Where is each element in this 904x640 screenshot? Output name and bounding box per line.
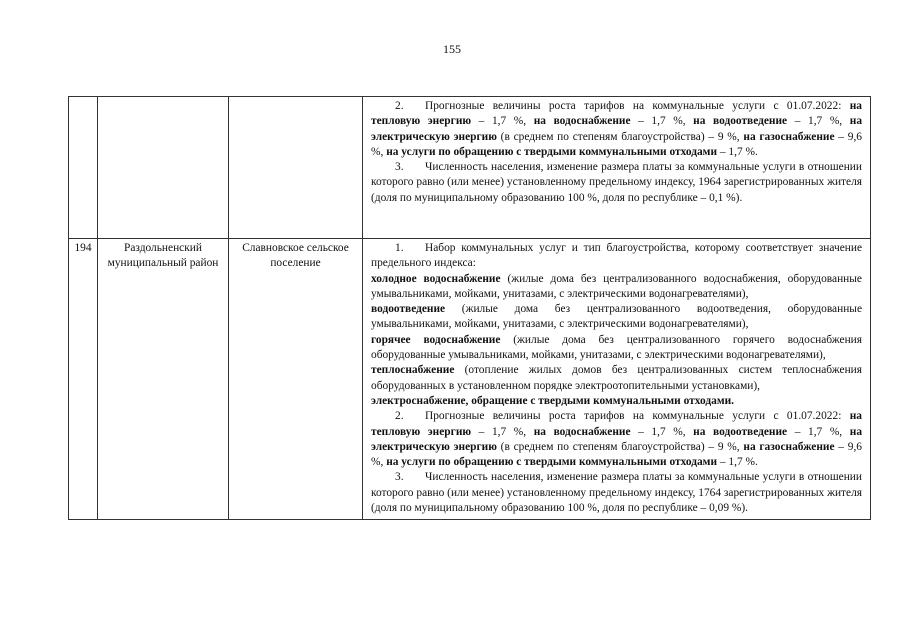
service-cold-water: холодное водоснабжение (жилые дома без централизованного водоснабжения, оборудованные умывальниками, мойками, унитазами, с электрическими водонагревателями),: [371, 272, 862, 300]
row-number: [69, 97, 98, 239]
settlement-name: [229, 97, 363, 239]
population-paragraph: 3. Численность населения, изменение размера платы за коммунальные услуги в отношении которого равно (или менее) установленному предельному индексу, 1964 зарегистрированных жителя (доля по муниципальному образованию 100 %, доля по республике – 0,1 %).: [371, 161, 862, 204]
service-electricity-waste: электроснабжение, обращение с твердыми коммунальными отходами.: [371, 394, 734, 407]
index-description: [363, 239, 871, 520]
services-paragraph: 1. Набор коммунальных услуг и тип благоустройства, которому соответствует значение предельного индекса:: [371, 242, 862, 270]
index-description: [363, 97, 871, 239]
settlement-name: Славновское сельское поселение: [229, 239, 363, 520]
district-name: [98, 97, 229, 239]
table-row: [69, 97, 871, 239]
tariff-growth-paragraph: 2. Прогнозные величины роста тарифов на коммунальные услуги с 01.07.2022: на тепловую энергию – 1,7 %, на водоснабжение – 1,7 %, на водоотведение – 1,7 %, на электрическую энергию (в среднем по степеням благоустройства) – 9 %, на газоснабжение – 9,6 %, на услуги по обращению с твердыми коммунальными отходами – 1,7 %.: [371, 410, 863, 469]
service-hot-water: горячее водоснабжение (жилые дома без централизованного горячего водоснабжения оборудованные умывальниками, мойками, унитазами, с электрическими водонагревателями),: [371, 333, 862, 362]
page-number: 155: [443, 42, 461, 56]
tariff-table: [68, 96, 871, 520]
row-number: 194: [69, 239, 98, 520]
service-heating: теплоснабжение (отопление жилых домов без централизованных систем теплоснабжения оборудованных в установленном порядке электроотопительными установками),: [371, 364, 862, 392]
service-drainage: водоотведение (жилые дома без централизованного водоотведения, оборудованные умывальниками, мойками, унитазами, с электрическими водонагревателями),: [371, 303, 862, 331]
table-row: [69, 239, 871, 520]
tariff-growth-paragraph: 2. Прогнозные величины роста тарифов на коммунальные услуги с 01.07.2022: на тепловую энергию – 1,7 %, на водоснабжение – 1,7 %, на водоотведение – 1,7 %, на электрическую энергию (в среднем по степеням благоустройства) – 9 %, на газоснабжение – 9,6 %, на услуги по обращению с твердыми коммунальными отходами – 1,7 %.: [371, 100, 863, 158]
district-name: Раздольненский муниципальный район: [98, 239, 229, 520]
population-paragraph: 3. Численность населения, изменение размера платы за коммунальные услуги в отношении которого равно (или менее) установленному предельному индексу, 1764 зарегистрированных жителя (доля по муниципальному образованию 100 %, доля по республике – 0,09 %).: [371, 471, 862, 515]
